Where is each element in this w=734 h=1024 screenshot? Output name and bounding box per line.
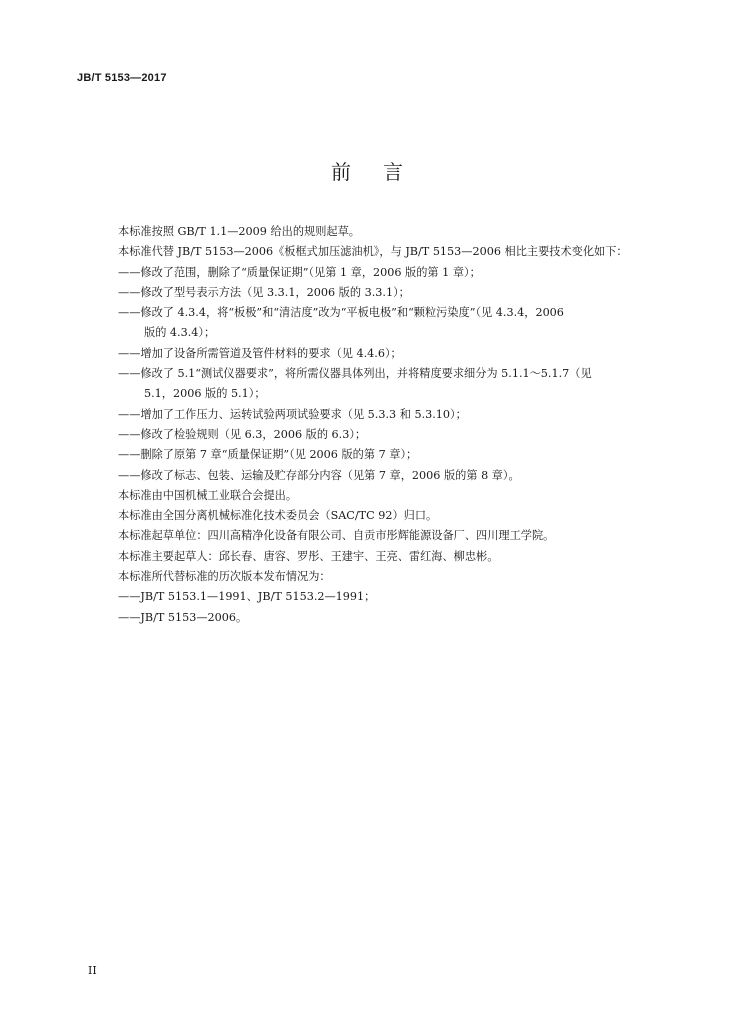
list-item: ——修改了标志、包装、运输及贮存部分内容（见第 7 章，2006 版的第 8 章）。 — [118, 468, 520, 482]
list-item: ——增加了设备所需管道及管件材料的要求（见 4.4.6）； — [118, 346, 402, 360]
list-item: ——修改了检验规则（见 6.3，2006 版的 6.3）； — [118, 427, 367, 441]
list-item: ——修改了范围，删除了“质量保证期”（见第 1 章，2006 版的第 1 章）； — [118, 265, 481, 279]
paragraph: 本标准由全国分离机械标准化技术委员会（SAC/TC 92）归口。 — [118, 509, 438, 523]
list-item: ——JB/T 5153.1—1991、JB/T 5153.2—1991； — [118, 590, 376, 604]
page-title — [0, 156, 734, 185]
list-item-continuation: 5.1，2006 版的 5.1）； — [144, 387, 266, 401]
list-item: ——JB/T 5153—2006。 — [118, 610, 248, 624]
list-item: ——增加了工作压力、运转试验两项试验要求（见 5.3.3 和 5.3.10）； — [118, 407, 467, 421]
paragraph: 本标准代替 JB/T 5153—2006《板框式加压滤油机》，与 JB/T 5153—2006 相比主要技术变化如下： — [118, 245, 628, 259]
list-item: ——删除了原第 7 章“质量保证期”（见 2006 版的第 7 章）； — [118, 448, 418, 462]
paragraph: 本标准主要起草人：邱长春、唐容、罗彤、王建宇、王亮、雷红海、柳忠彬。 — [118, 549, 499, 563]
foreword-body — [118, 222, 674, 628]
paragraph: 本标准按照 GB/T 1.1—2009 给出的规则起草。 — [118, 225, 360, 238]
paragraph: 本标准所代替标准的历次版本发布情况为： — [118, 570, 331, 584]
list-item: ——修改了型号表示方法（见 3.3.1，2006 版的 3.3.1）； — [118, 285, 410, 299]
paragraph: 本标准起草单位：四川高精净化设备有限公司、自贡市彤辉能源设备厂、四川理工学院。 — [118, 529, 555, 543]
paragraph: 本标准由中国机械工业联合会提出。 — [118, 488, 298, 502]
page-number: II — [88, 964, 97, 977]
standard-number: JB/T 5153—2017 — [77, 72, 167, 84]
list-item: ——修改了 4.3.4，将“板极”和“清洁度”改为“平板电极”和“颗粒污染度”（见 4.3.4，2006 — [118, 306, 564, 320]
title-char-2: 言 — [383, 160, 403, 184]
title-char-1: 前 — [331, 160, 351, 184]
list-item: ——修改了 5.1“测试仪器要求”，将所需仪器具体列出，并将精度要求细分为 5.1.1～5.1.7（见 — [118, 367, 592, 381]
list-item-continuation: 版的 4.3.4）； — [144, 326, 216, 340]
